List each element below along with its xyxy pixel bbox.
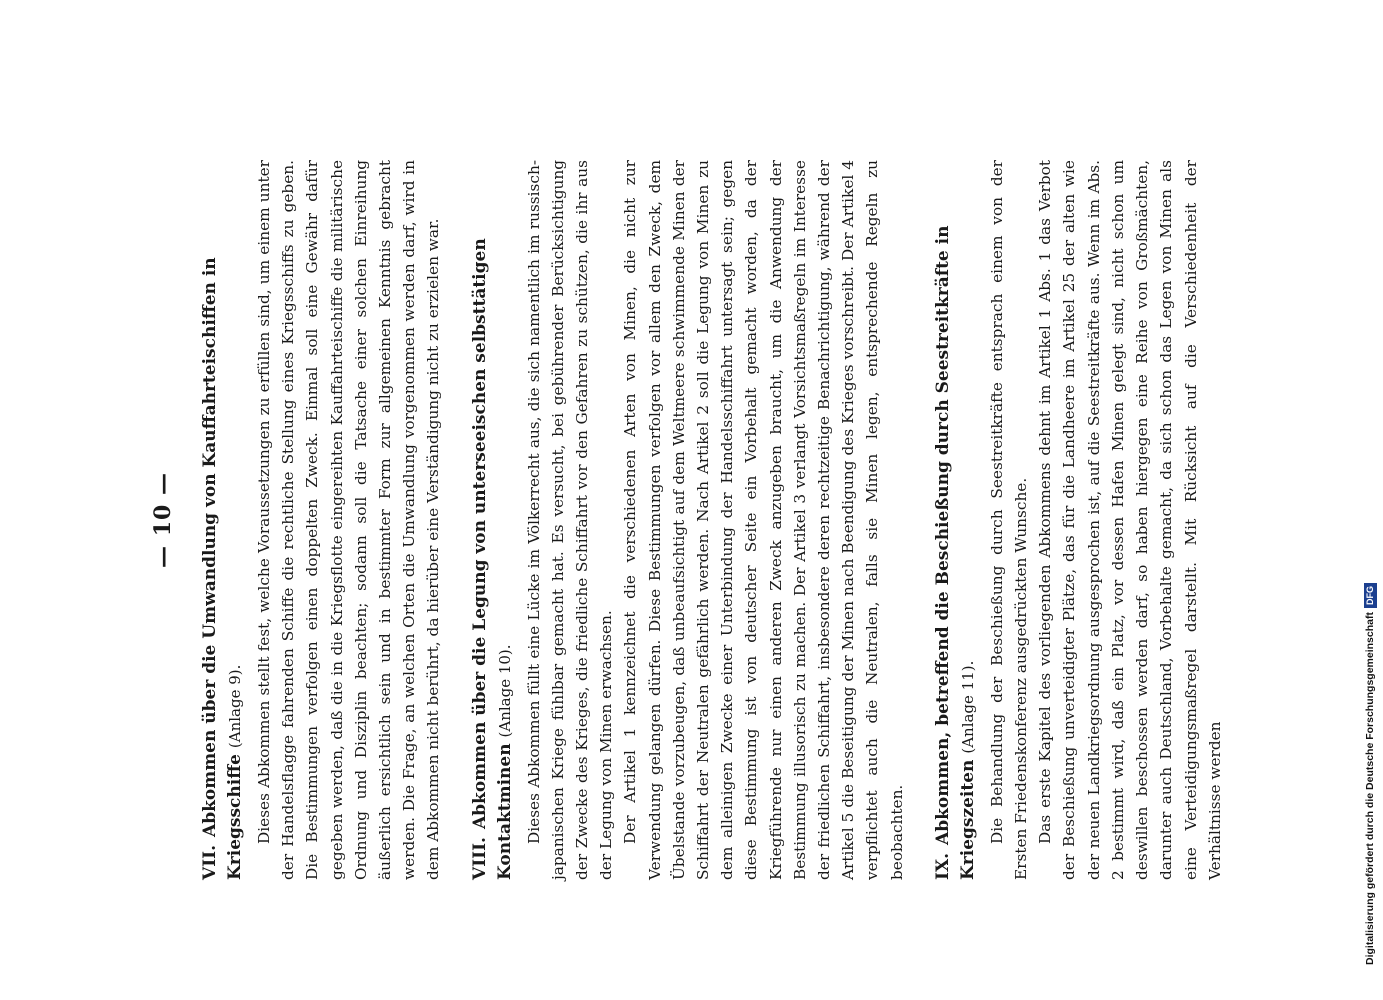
- section-title: Abkommen, betreffend die Beschießung durch Seestreitkräfte in Kriegszeiten: [932, 225, 978, 880]
- section-number: VII.: [200, 844, 220, 880]
- section-number: VIII.: [469, 837, 490, 880]
- dfg-logo: DFG: [1364, 583, 1377, 608]
- rotated-text-block: [150, 160, 1240, 880]
- section-heading: [468, 160, 518, 880]
- section-annex: (Anlage 11).: [958, 660, 977, 754]
- section-paragraph: Dieses Abkommen stellt fest, welche Voraussetzungen zu erfüllen sind, um einem unter der Handelsflagge fahrenden Schiffe die rechtliche Stellung eines Kriegsschiffs zu geben. Die Bestimmungen verfolgen einen doppelten Zweck. Einmal soll eine Gewähr dafür gegeben werden, daß die in die Kriegsflotte eingereihten Kauffahrteischiffe die militärische Ordnung und Disziplin beachten; sodann soll die Tatsache einer solchen Einreihung äußerlich ersichtlich sein und in bestimmter Form zur allgemeinen Kenntnis gebracht werden. Die Frage, an welchen Orten die Umwandlung vorgenommen werden darf, wird in dem Abkommen nicht berührt, da hierüber eine Verständigung nicht zu erzielen war.: [255, 160, 443, 880]
- section-heading: [198, 160, 248, 880]
- page-number: — 10 —: [150, 472, 176, 568]
- section-paragraph: Die Behandlung der Beschießung durch Seestreitkräfte entsprach einem von der Ersten Friedenskonferenz ausgedrückten Wunsche.: [987, 160, 1031, 880]
- section-heading: [931, 160, 981, 880]
- section-paragraph: Dieses Abkommen füllt eine Lücke im Völkerrecht aus, die sich namentlich im russisch-japanischen Kriege fühlbar gemacht hat. Es versucht, bei gebührender Berücksichtigung der Zwecke des Krieges, die friedliche Schiffahrt vor den Gefahren zu schützen, die ihr aus der Legung von Minen erwachsen.: [524, 160, 616, 880]
- section-paragraph: Das erste Kapitel des vorliegenden Abkommens dehnt im Artikel 1 Abs. 1 das Verbot der Beschießung unverteidigter Plätze, das für die Landheere im Artikel 25 der alten wie der neuen Landkriegsordnung ausgesprochen ist, auf die Seestreitkräfte aus. Wenn im Abs. 2 bestimmt wird, daß ein Platz, vor dessen Hafen Minen gelegt sind, nicht schon um deswillen beschossen werden darf, so haben hiergegen eine Reihe von Großmächten, darunter auch Deutschland, Vorbehalte gemacht, da sich schon das Legen von Minen als eine Verteidigungsmaßregel darstellt. Mit Rücksicht auf die Verschiedenheit der Verhältnisse werden: [1036, 160, 1224, 880]
- digitization-note: [1364, 0, 1378, 965]
- section-annex: (Anlage 10).: [495, 644, 514, 738]
- digitization-text: Digitalisierung gefördert durch die Deutsche Forschungsgemeinschaft: [1364, 612, 1376, 965]
- section-number: IX.: [932, 852, 953, 880]
- section-annex: (Anlage 9).: [226, 664, 244, 749]
- section-title: Abkommen über die Legung von unterseeischen selbsttätigen Kontaktminen: [469, 238, 515, 880]
- section-title: Abkommen über die Umwandlung von Kauffahrteischiffen in Kriegsschiffe: [200, 257, 245, 880]
- section-paragraph: Der Artikel 1 kennzeichnet die verschiedenen Arten von Minen, die nicht zur Verwendung gelangen dürfen. Diese Bestimmungen verfolgen vor allem den Zweck, dem Übelstande vorzubeugen, daß unbeaufsichtigt auf dem Weltmeere schwimmende Minen der Schiffahrt der Neutralen gefährlich werden. Nach Artikel 2 soll die Legung von Minen zu dem alleinigen Zwecke einer Unterbindung der Handelsschiffahrt untersagt sein; gegen diese Bestimmung ist von deutscher Seite ein Vorbehalt gemacht worden, da der Kriegführende nur einen anderen Zweck anzugeben braucht, um die Anwendung der Bestimmung illusorisch zu machen. Der Artikel 3 verlangt Vorsichtsmaßregeln im Interesse der friedlichen Schiffahrt, insbesondere deren rechtzeitige Benachrichtigung, während der Artikel 5 die Beseitigung der Minen nach Beendigung des Krieges vorschreibt. Der Artikel 4 verpflichtet auch die Neutralen, falls sie Minen legen, entsprechende Regeln zu beobachten.: [621, 160, 906, 880]
